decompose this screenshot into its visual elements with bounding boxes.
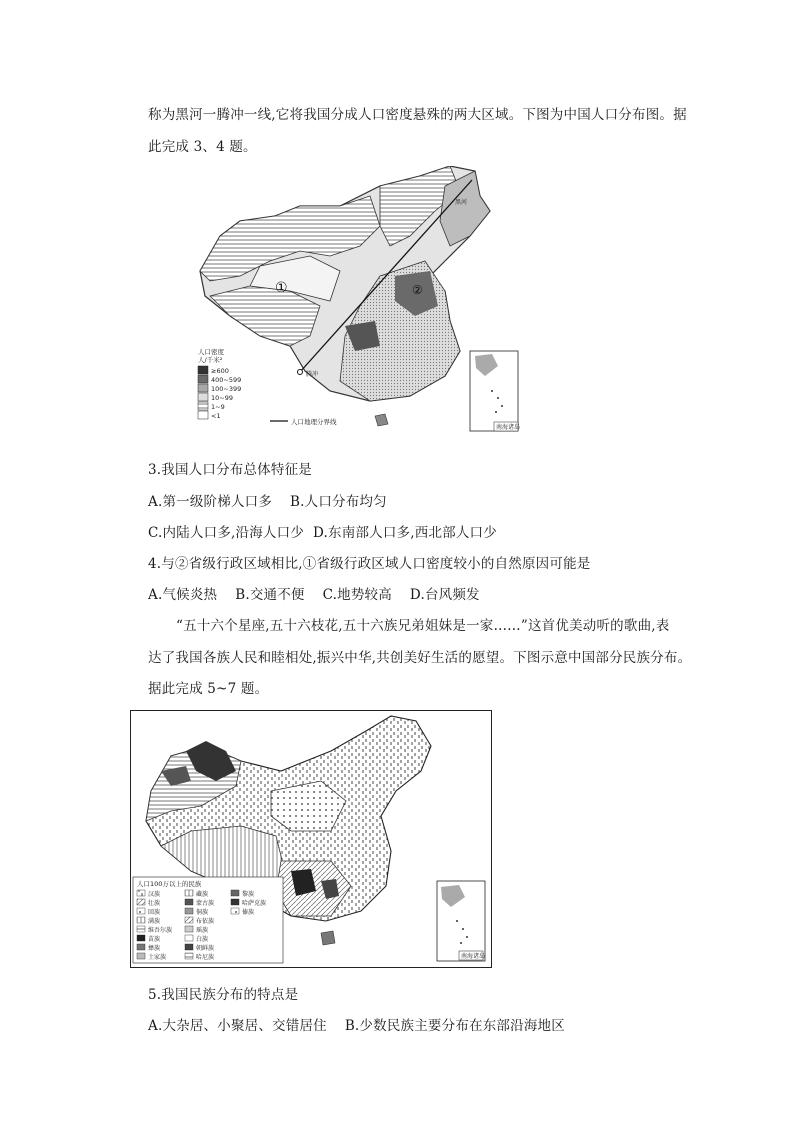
map2-legend-item: 哈尼族 [196,954,215,961]
legend-item: <1 [211,412,221,420]
legend-item: ≥600 [211,367,229,375]
map2-legend-item: 哈萨克族 [242,900,267,907]
map2-legend-item: 布依族 [196,918,215,925]
legend-swatches [198,366,208,419]
intro-line-1: 称为黑河一腾冲一线,它将我国分成人口密度悬殊的两大区域。下图为中国人口分布图。据 [148,107,687,123]
q5-option-b: B.少数民族主要分布在东部沿海地区 [344,1018,565,1034]
legend-line-label: 人口地理分界线 [291,418,337,426]
tengchong-label: 腾冲 [306,371,319,378]
q4-stem: 4.与②省级行政区域相比,①省级行政区域人口密度较小的自然原因可能是 [148,556,591,572]
q5-stem: 5.我国民族分布的特点是 [148,987,299,1003]
q3-option-a: A.第一级阶梯人口多 [148,494,273,510]
legend-unit: 人/千米² [198,356,223,364]
legend-item: 1~9 [211,403,225,411]
map2-legend-item: 白族 [196,936,209,943]
passage2-line-1: “五十六个星座,五十六枝花,五十六族兄弟姐妹是一家……”这首优美动听的歌曲,表 [176,618,670,634]
heihe-label: 黑河 [455,199,468,206]
map2-south-sea-inset [437,881,485,961]
passage2-line-2: 达了我国各族人民和睦相处,振兴中华,共创美好生活的愿望。下图示意中国部分民族分布。 [148,650,692,666]
legend-title: 人口密度 [198,348,224,356]
q4-options [148,583,480,603]
inset-label: 南海诸岛 [496,424,521,431]
q4-option-d: D.台风频发 [409,587,480,603]
map2-legend-item: 侗族 [196,909,209,916]
ethnic-distribution-map [130,710,492,968]
legend-item: 100~399 [211,385,242,393]
q3-options-ab [148,490,387,510]
map2-legend-item: 蒙古族 [196,900,215,907]
passage2-line-3: 据此完成 5~7 题。 [148,681,269,697]
q3-option-d: D.东南部人口多,西北部人口少 [313,525,497,541]
map2-legend-item: 藏族 [196,891,209,898]
map2-inset-label: 南海诸岛 [461,953,486,960]
map2-legend-item: 黎族 [242,891,255,898]
q3-option-b: B.人口分布均匀 [290,494,387,510]
map2-legend-item: 回族 [148,909,161,916]
map2-legend-item: 朝鲜族 [196,945,215,952]
map2-legend-item: 汉族 [148,891,161,898]
q4-option-c: C.地势较高 [322,587,392,603]
region-2-label: ② [412,283,423,297]
map2-legend-item: 壮族 [148,900,161,907]
q4-option-b: B.交通不便 [235,587,305,603]
south-sea-inset [470,351,520,431]
intro-line-2: 此完成 3、4 题。 [148,139,257,155]
q5-option-a: A.大杂居、小聚居、交错居住 [148,1018,327,1034]
map2-legend-item: 彝族 [148,945,161,952]
map2-legend-title: 人口100万以上的民族 [137,880,202,888]
legend-item: 400~599 [211,376,242,384]
legend-item: 10~99 [211,394,233,402]
map2-legend-item: 土家族 [148,954,167,961]
population-density-map [180,166,532,436]
map2-legend-item: 瑶族 [196,927,209,934]
q3-option-c: C.内陆人口多,沿海人口少 [148,525,305,541]
map2-legend-item: 傣族 [242,909,255,916]
map2-legend-item: 维吾尔族 [148,927,173,934]
map2-legend-item: 苗族 [148,936,161,943]
q3-stem: 3.我国人口分布总体特征是 [148,462,312,478]
region-1-label: ① [275,280,288,296]
q4-option-a: A.气候炎热 [148,587,218,603]
q5-options [148,1014,565,1034]
q3-options-cd [148,521,497,541]
map2-legend-item: 满族 [148,918,161,925]
